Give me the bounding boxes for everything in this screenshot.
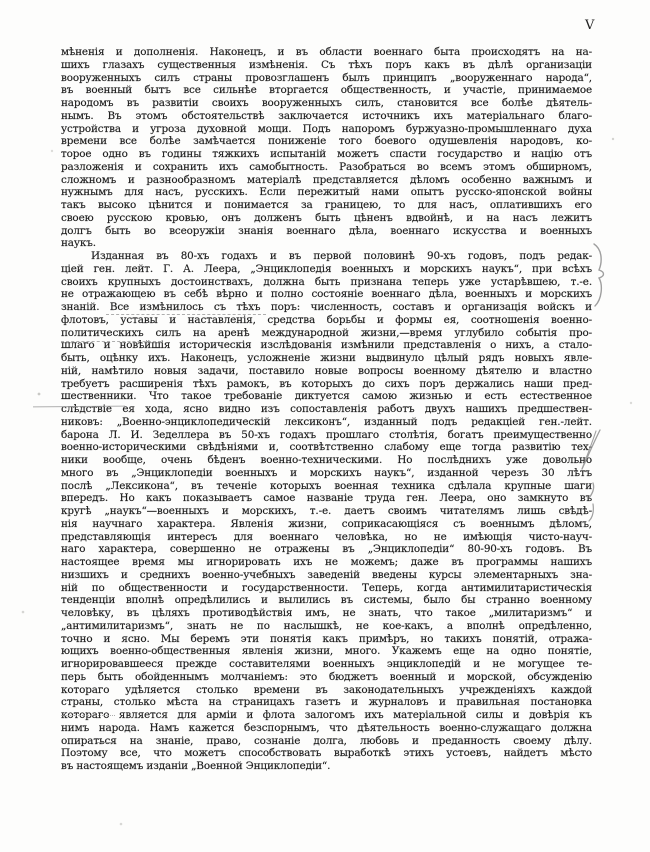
text-line: требуетъ расширенія тѣхъ рамокъ, въ которыхъ до сихъ поръ держались наши пред- [61,377,592,390]
text-line: послѣ „Лексикона“, въ теченіе которыхъ военная техника сдѣлала крупные шаги [61,479,592,492]
pencil-underline-na [97,742,114,743]
pencil-brace-mark [592,243,610,307]
text-line: торое одно въ годины тяжкихъ испытаній можетъ спасти государство и націю отъ [61,148,592,160]
text-line: котораго является для арміи и флота залогомъ ихъ матеріальной силы и довѣрія къ [61,709,592,721]
text-line: барона Л. И. Зеделлера въ 50-хъ годахъ прошлаго столѣтія, богатъ преимущественно [61,428,592,441]
text-line: въ военный бытъ все сильнѣе вторгается общественность, и участіе, принимаемое [61,84,592,97]
pencil-underline-kotorago [61,715,115,716]
text-line: ники вообще, очень бѣденъ военно-техническими. Но послѣднихъ уже довольно [61,454,592,466]
text-line: „антимилитаризмъ“, знать не по наслышкѣ, не кое-какъ, а вполнѣ опредѣленно, [61,619,592,632]
text-line: представляющія интересъ для военнаго человѣка, но не имѣющія чисто-науч- [61,530,592,543]
text-line: ній по общественности и государственности. Теперь, когда антимилитаристическія [61,581,592,594]
text-line: ціей ген. лейт. Г. А. Леера, „Энциклопедія военныхъ и морскихъ наукъ“, при всѣхъ [61,262,592,275]
text-line: долгъ быть во всеоружіи знанія военнаго дѣла, военнаго искусства и военныхъ [61,224,592,237]
scan-speckle-noise [0,0,2,2]
text-line: разложенія и сохранить ихъ самобытность. Разобраться во всемъ этомъ обширномъ, [61,160,592,173]
text-line: страны, столько мѣста на страницахъ газетъ и журналовъ и правильная постановка [61,696,592,709]
text-line: сложномъ и разнообразномъ матеріалѣ представляется дѣломъ особенно важнымъ и [61,173,592,186]
text-line: никовъ: „Военно-энциклопедическій лексиконъ“, изданный подъ редакціей ген.-лейт. [61,415,592,428]
text-line: военно-историческими свѣдѣніями и, соотвѣтственно слабому еще тогда развитію тех- [61,441,592,454]
text-line: политическихъ силъ на аренѣ международной жизни,—время углубило событія про- [61,326,592,339]
text-line: ній, намѣтило новыя задачи, поставило новые вопросы военному дѣятелю и властно [61,364,592,377]
text-line: флотовъ, уставы и наставленія, средства борьбы и формы ея, соотношенія военно- [61,313,592,326]
text-line: тенденціи вполнѣ опредѣлились и вылились въ системы, было бы странно военному [61,594,592,607]
text-line: народомъ въ развитіи своихъ вооруженныхъ силъ, становится все болѣе дѣятель- [61,97,592,109]
text-line: нужнымъ для насъ, русскихъ. Если пережитый нами опытъ русско-японской войны [61,186,592,199]
text-line: такъ высоко цѣнится и понимается за границею, то для насъ, оплатившихъ его [61,199,592,211]
text-line: человѣку, въ цѣляхъ противодѣйствія имъ, не знать, что такое „милитаризмъ“ и [61,607,592,619]
text-line: нымъ. Въ этомъ обстоятельствѣ заключается источникъ ихъ матеріальнаго благо- [61,109,592,122]
text-line: точно и ясно. Мы беремъ эти понятія какъ примѣръ, но такихъ понятій, отража- [61,632,592,645]
pencil-tick-mark [585,482,597,500]
text-line: вооруженныхъ силъ страны провозглашенъ былъ принципъ „вооруженнаго народа“, [61,71,592,84]
text-line: наго характера, совершенно не отражены въ „Энциклопедіи“ 80-90-хъ годовъ. Въ [61,543,592,556]
text-line: наукъ. [61,237,96,250]
pencil-underline-vse-izmenilos [106,314,266,315]
text-line: впередъ. Но какъ показываетъ самое названіе труда ген. Леера, оно замкнуто въ [61,492,592,505]
text-line: шественники. Что такое требованіе диктуется самою жизнью и есть естественное [61,390,592,403]
text-line: слѣдствіе ея хода, ясно видно изъ сопоставленія работъ двухъ нашихъ предшествен- [61,403,592,415]
text-line: своею русскою кровью, онъ долженъ быть цѣненъ вдвойнѣ, и на насъ лежитъ [61,211,592,224]
text-line: ющихъ военно-общественныя явленія жизни, много. Укажемъ еще на одно понятіе, [61,645,592,658]
text-line: мѣненія и дополненія. Наконецъ, и въ области военнаго быта происходятъ на на- [61,46,592,58]
text-line: настоящее время мы игнорировать ихъ не можемъ; даже въ программы нашихъ [61,556,592,568]
text-line: своихъ крупныхъ достоинствахъ, должна быть признана теперь уже устарѣвшею, т.-е. [61,275,592,288]
text-line: котораго удѣляется столько времени въ законодательныхъ учрежденіяхъ каждой [61,683,592,696]
page-number: V [585,18,596,33]
text-line: знаній. Все измѣнилось съ тѣхъ поръ: численность, составъ и организація войскъ и [61,301,592,313]
text-line: нія научнаго характера. Явленія жизни, соприкасающіяся съ военнымъ дѣломъ, [61,517,592,530]
text-line: времени все болѣе замѣчается пониженіе того боевого одушевленія народовъ, ко- [61,135,592,148]
text-line: много въ „Энциклопедіи военныхъ и морскихъ наукъ“, изданной черезъ 30 лѣтъ [61,466,592,479]
text-line: перь быть обойденнымъ молчаніемъ: это бюджетъ военный и морской, обсужденію [61,670,592,683]
text-line: не отражающею въ себѣ вѣрно и полно состояніе военнаго дѣла, военныхъ и морскихъ [61,288,592,301]
text-block [61,46,592,773]
text-line: нимъ народа. Намъ кажется безспорнымъ, что дѣятельность военно-служащаго должна [61,721,592,734]
text-line: шихъ глазахъ существенныя измѣненія. Съ тѣхъ поръ какъ въ дѣлѣ организаціи [61,58,592,71]
pencil-underline-politicheskikh [61,341,161,342]
text-line: шлаго и новѣйшія историческія изслѣдованія измѣнили представленія о нихъ, а стало- [61,339,592,352]
text-line: опираться на знаніе, право, сознаніе долга, любовь и преданность своему дѣлу. [61,734,592,747]
text-line: Поэтому все, что можетъ способствовать выработкѣ этихъ устоевъ, найдетъ мѣсто [61,747,592,760]
pencil-slash-mark [580,429,602,471]
text-line: Изданная въ 80-хъ годахъ и въ первой половинѣ 90-хъ годовъ, подъ редак- [91,250,592,262]
text-line: устройства и угроза духовной мощи. Подъ напоромъ буржуазно-промышленнаго духа [61,122,592,135]
text-line: низшихъ и среднихъ военно-учебныхъ заведеній введены курсы элементарныхъ зна- [61,568,592,581]
text-line: игнорировавшееся прежде составителями военныхъ энциклопедій и не могущее те- [61,658,592,670]
text-line: быть, оцѣнку ихъ. Наконецъ, усложненіе жизни выдвинуло цѣлый рядъ новыхъ явле- [61,352,592,364]
text-line: въ настоящемъ изданіи „Военной Энциклопедіи“. [61,760,331,772]
pencil-hook-mark [586,503,598,523]
text-line: кругѣ „наукъ“—военныхъ и морскихъ, т.-е. даетъ своимъ читателямъ лишь свѣдѣ- [61,505,592,517]
